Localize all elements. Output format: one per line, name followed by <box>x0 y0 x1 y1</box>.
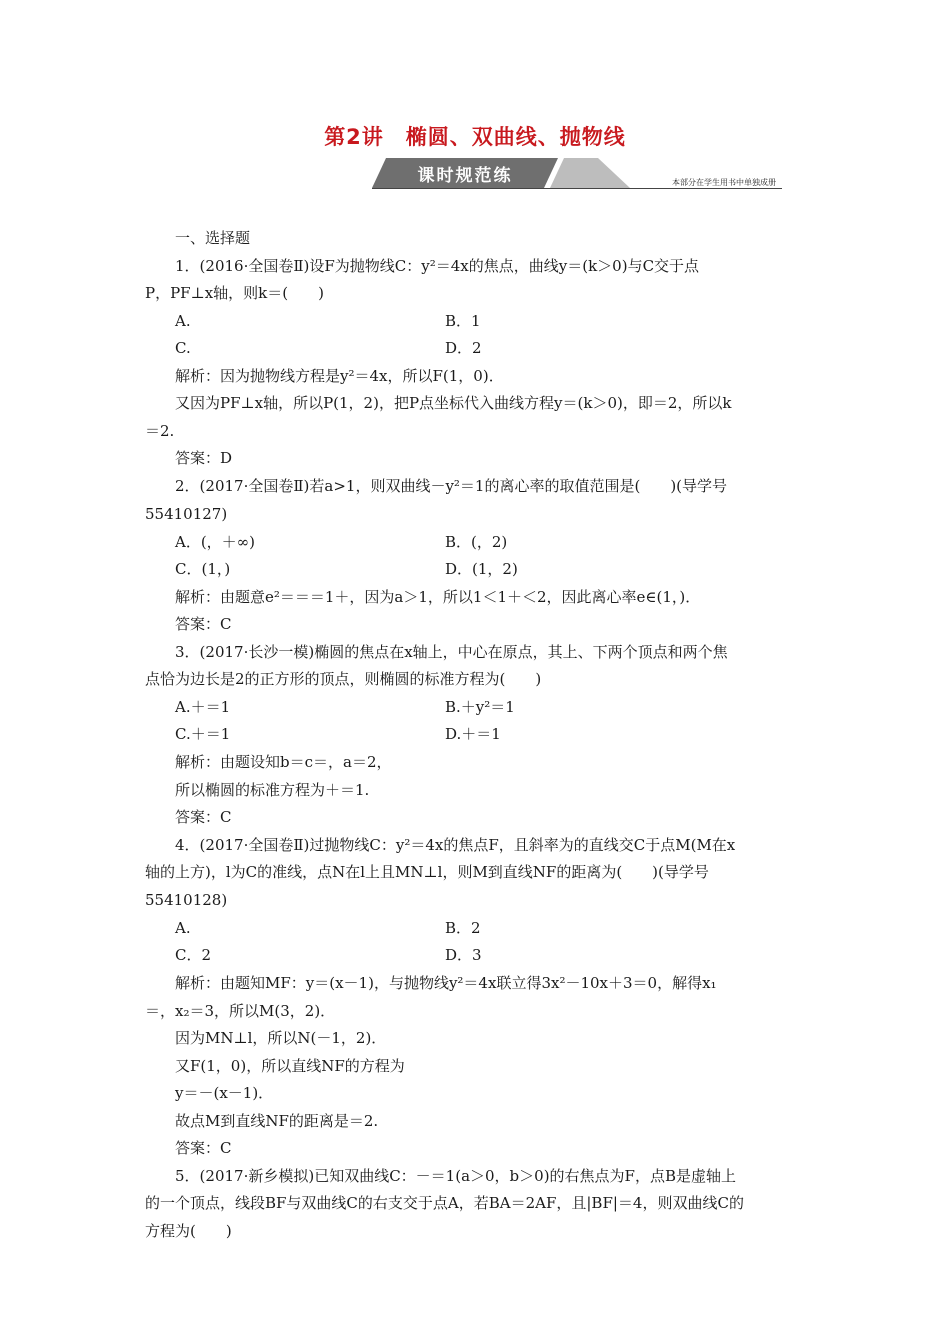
q2-option-a: A．(，＋∞) <box>175 533 256 551</box>
q2-stem-line1: 2．(2017·全国卷Ⅱ)若a>1，则双曲线－y²＝1的离心率的取值范围是( )(导学号 <box>175 477 728 495</box>
q3-option-c: C.＋＝1 <box>175 725 231 743</box>
banner-rule <box>372 188 782 189</box>
q4-stem-line1: 4．(2017·全国卷Ⅱ)过抛物线C：y²＝4x的焦点F，且斜率为的直线交C于点M(M在x <box>175 836 736 854</box>
q5-stem-line3: 方程为( ) <box>145 1222 232 1240</box>
q1-explanation-line1: 解析：因为抛物线方程是y²＝4x，所以F(1，0)． <box>175 367 504 385</box>
q1-option-c: C. <box>175 339 191 357</box>
q1-explanation-line3: ＝2. <box>145 422 175 440</box>
q1-option-d: D．2 <box>445 339 482 357</box>
q4-option-b: B．2 <box>445 919 481 937</box>
q4-explanation-line1: 解析：由题知MF：y＝(x－1)，与抛物线y²＝4x联立得3x²－10x＋3＝0，解得x₁ <box>175 974 717 992</box>
q4-stem-line2: 轴的上方)，l为C的准线，点N在l上且MN⊥l，则M到直线NF的距离为( )(导学号 <box>145 863 709 881</box>
section-heading: 一、选择题 <box>175 229 251 247</box>
q1-stem-line1: 1．(2016·全国卷Ⅱ)设F为抛物线C：y²＝4x的焦点，曲线y＝(k＞0)与C交于点 <box>175 257 700 275</box>
q3-answer: 答案：C <box>175 808 232 826</box>
q2-option-d: D．(1，2) <box>445 560 518 578</box>
q4-explanation-line3: 因为MN⊥l，所以N(－1，2)． <box>175 1029 387 1047</box>
q3-option-a: A.＋＝1 <box>175 698 231 716</box>
q1-explanation-line2: 又因为PF⊥x轴，所以P(1，2)，把P点坐标代入曲线方程y＝(k＞0)，即＝2，所以k <box>175 394 732 412</box>
q1-option-b: B．1 <box>445 312 481 330</box>
q3-option-d: D.＋＝1 <box>445 725 501 743</box>
q3-explanation-line1: 解析：由题设知b＝c＝，a＝2， <box>175 753 392 771</box>
q4-option-c: C．2 <box>175 946 212 964</box>
q4-option-d: D．3 <box>445 946 482 964</box>
banner-label: 课时规范练 <box>417 166 513 186</box>
q5-stem-line2: 的一个顶点，线段BF与双曲线C的右支交于点A，若BA＝2AF，且|BF|＝4，则双曲线C的 <box>145 1194 744 1212</box>
q3-stem-line1: 3．(2017·长沙一模)椭圆的焦点在x轴上，中心在原点，其上、下两个顶点和两个焦 <box>175 643 728 661</box>
banner-note: 本部分在学生用书中单独成册 <box>672 178 776 187</box>
q3-explanation-line2: 所以椭圆的标准方程为＋＝1. <box>175 781 370 799</box>
q3-option-b: B.＋y²＝1 <box>445 698 515 716</box>
q4-explanation-line6: 故点M到直线NF的距离是＝2. <box>175 1112 379 1130</box>
q2-option-c: C．(1，) <box>175 560 231 578</box>
q2-stem-line2: 55410127) <box>145 505 228 523</box>
q2-explanation-line1: 解析：由题意e²＝＝＝1＋，因为a＞1，所以1＜1＋＜2，因此离心率e∈(1，)． <box>175 588 701 606</box>
q2-option-b: B．(，2) <box>445 533 508 551</box>
q1-option-a: A. <box>175 312 191 330</box>
q5-stem-line1: 5．(2017·新乡模拟)已知双曲线C：－＝1(a＞0，b＞0)的右焦点为F，点B是虚轴上 <box>175 1167 736 1185</box>
q4-explanation-line2: ＝，x₂＝3，所以M(3，2)． <box>145 1002 336 1020</box>
q4-explanation-line4: 又F(1，0)，所以直线NF的方程为 <box>175 1057 405 1075</box>
page-title: 第2讲 椭圆、双曲线、抛物线 <box>324 125 626 149</box>
q4-option-a: A. <box>175 919 191 937</box>
q4-answer: 答案：C <box>175 1139 232 1157</box>
section-banner <box>372 158 630 188</box>
q4-explanation-line5: y＝－(x－1)． <box>175 1084 274 1102</box>
q1-stem-line2: P，PF⊥x轴，则k＝( ) <box>145 284 324 302</box>
q2-answer: 答案：C <box>175 615 232 633</box>
q1-answer: 答案：D <box>175 449 233 467</box>
q4-stem-line3: 55410128) <box>145 891 228 909</box>
q3-stem-line2: 点恰为边长是2的正方形的顶点，则椭圆的标准方程为( ) <box>145 670 542 688</box>
